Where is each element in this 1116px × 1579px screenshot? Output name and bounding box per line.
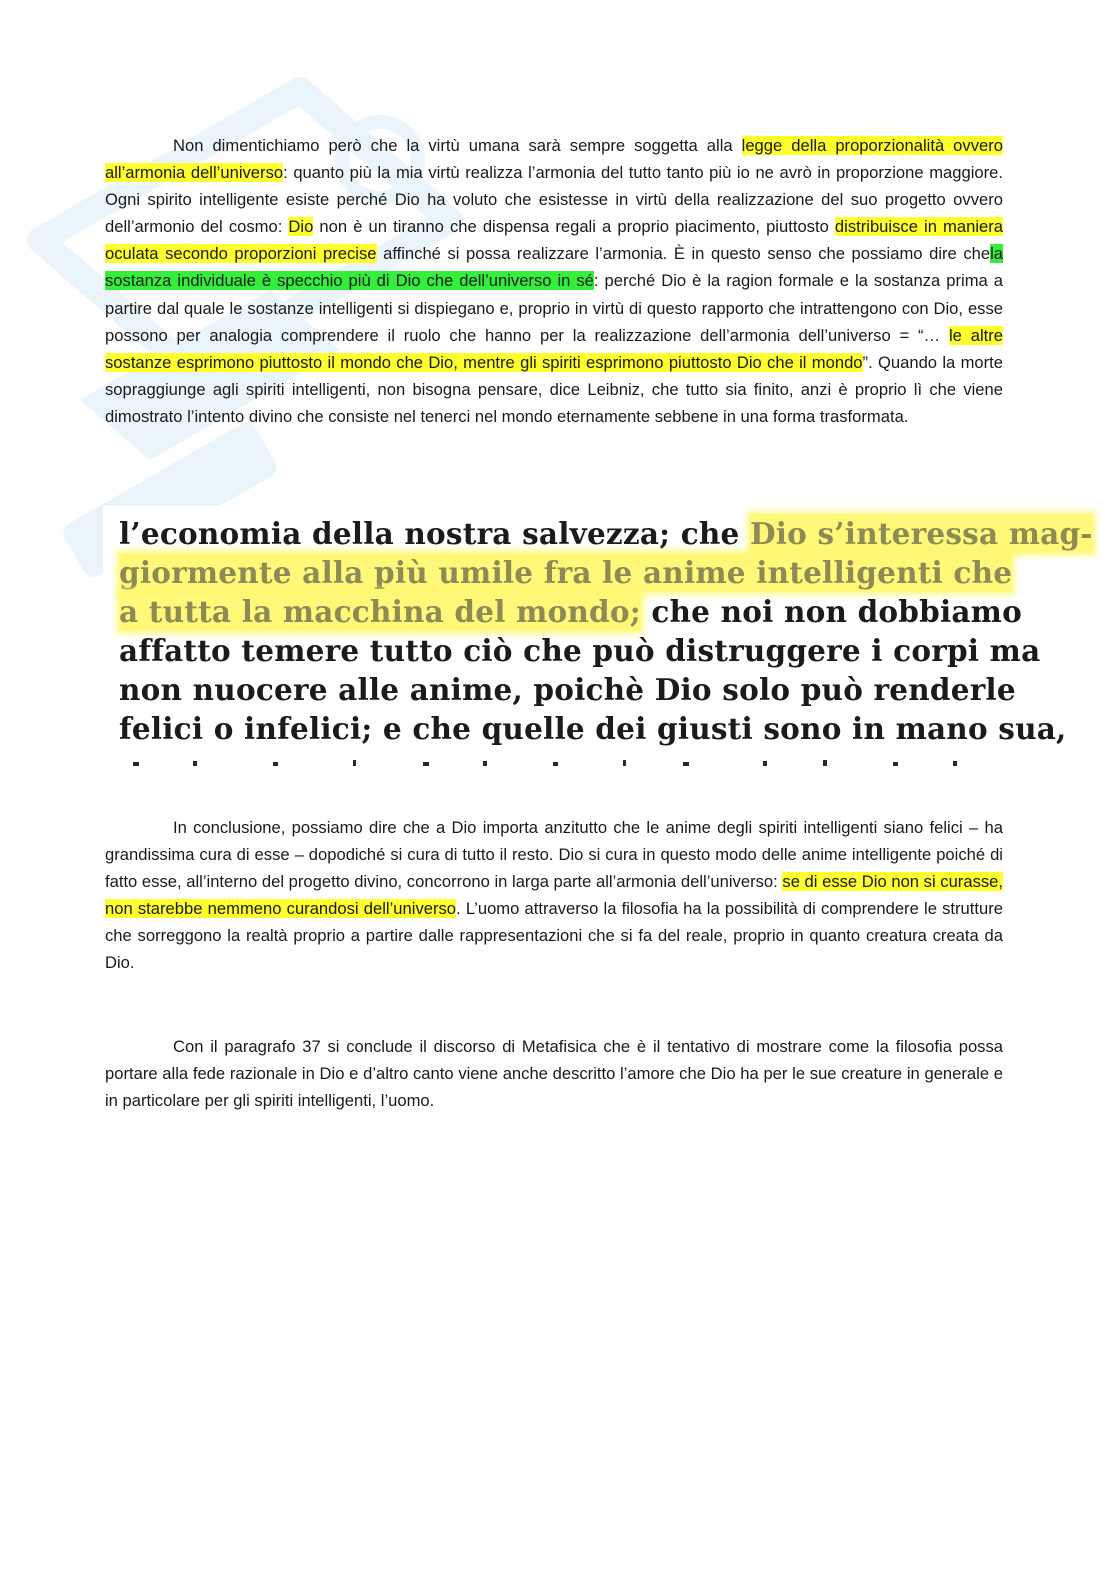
p1-text-1: Non dimentichiamo però che la virtù umana sarà sempre soggetta alla [173, 136, 742, 155]
p1-highlight-green: la sostanza individuale è specchio più di Dio che dell’universo in sé [105, 244, 1003, 291]
p1-highlight-2: Dio [288, 217, 314, 237]
paragraph-3 [105, 1033, 1003, 1114]
scan-highlight-1: Dio s’interessa mag- [749, 516, 1093, 551]
scan-line-6: felici o infelici; e che quelle dei giusti sono in mano sua, [119, 711, 1067, 746]
scan-line-3b: che noi non dobbiamo [640, 594, 1022, 629]
p1-text-4: affinché si possa realizzare l’armonia. È in questo senso che possiamo dire che [376, 244, 991, 264]
p2-text-2: . L’uomo attraverso la filosofia ha la possibilità di comprendere le strutture che sorreggono la realtà proprio a partire dalle rappresentazioni che si fa del reale, proprio in quanto creatura creata da Dio. [105, 899, 1003, 973]
p3-text-1: Con il paragrafo 37 si conclude il discorso di Metafisica che è il tentativo di mostrare come la filosofia possa portare alla fede razionale in Dio e d’altro canto viene anche descritto l’amore che Dio ha per le sue creature in generale e in particolare per gli spiriti intelligenti, l’uomo. [105, 1037, 1003, 1111]
p1-text-3: non è un tiranno che dispensa regali a proprio piacimento, piuttosto [313, 217, 835, 237]
scan-line-1 [119, 516, 1093, 551]
scan-line-1a: l’economia della nostra salvezza; che [119, 516, 750, 551]
p1-text-5: : perché Dio è la ragion formale e la sostanza prima a partire dal quale le sostanze intelligenti si dispiegano e, proprio in virtù di questo rapporto che intrattengono con Dio, esse possono per analogia comprendere il ruolo che hanno per la realizzazione dell’armonia dell’universo = “… [105, 271, 1003, 345]
scan-line-5: non nuocere alle anime, poichè Dio solo può renderle [119, 672, 1016, 707]
scan-line-2 [119, 555, 1012, 590]
p1-text-2: : quanto più la mia virtù realizza l’armonia del tutto tanto più io ne avrò in proporzione maggiore. Ogni spirito intelligente esiste perché Dio ha voluto che esistesse in virtù della realizzazione del suo progetto ovvero dell’armonio del cosmo: [105, 163, 1003, 237]
scanned-quote-image [103, 506, 1093, 770]
scan-cutoff-line [123, 756, 983, 768]
p2-text-1: In conclusione, possiamo dire che a Dio importa anzitutto che le anime degli spiriti intelligenti siano felici – ha grandissima cura di esse – dopodiché si cura di tutto il resto. Dio si cura in questo modo delle anime intelligente poiché di fatto esse, all’interno del progetto divino, concorrono in larga parte all’armonia dell’universo: [105, 818, 1003, 892]
p1-highlight-4: le altre sostanze esprimono piuttosto il mondo che Dio, mentre gli spiriti esprimono piuttosto Dio che il mondo [105, 325, 1003, 372]
p1-highlight-3: distribuisce in maniera oculata secondo proporzioni precise [105, 217, 1003, 264]
scan-highlight-2: giormente alla più umile fra le anime intelligenti che [119, 555, 1013, 590]
scan-highlight-3: a tutta la macchina del mondo; [119, 594, 641, 629]
paragraph-1 [105, 132, 1003, 430]
scan-line-3 [119, 594, 1022, 629]
p2-highlight-1: se di esse Dio non si curasse, non starebbe nemmeno curandosi dell’universo [105, 872, 1003, 919]
p1-text-6: ”. Quando la morte sopraggiunge agli spiriti intelligenti, non bisogna pensare, dice Leibniz, che tutto sia finito, anzi è proprio lì che viene dimostrato l’intento divino che consiste nel tenerci nel mondo eternamente sebbene in una forma trasformata. [105, 352, 1003, 426]
p1-highlight-1: legge della proporzionalità ovvero all’armonia dell’universo [105, 136, 1003, 183]
scan-line-4: affatto temere tutto ciò che può distruggere i corpi ma [119, 633, 1041, 668]
paragraph-2 [105, 814, 1003, 977]
